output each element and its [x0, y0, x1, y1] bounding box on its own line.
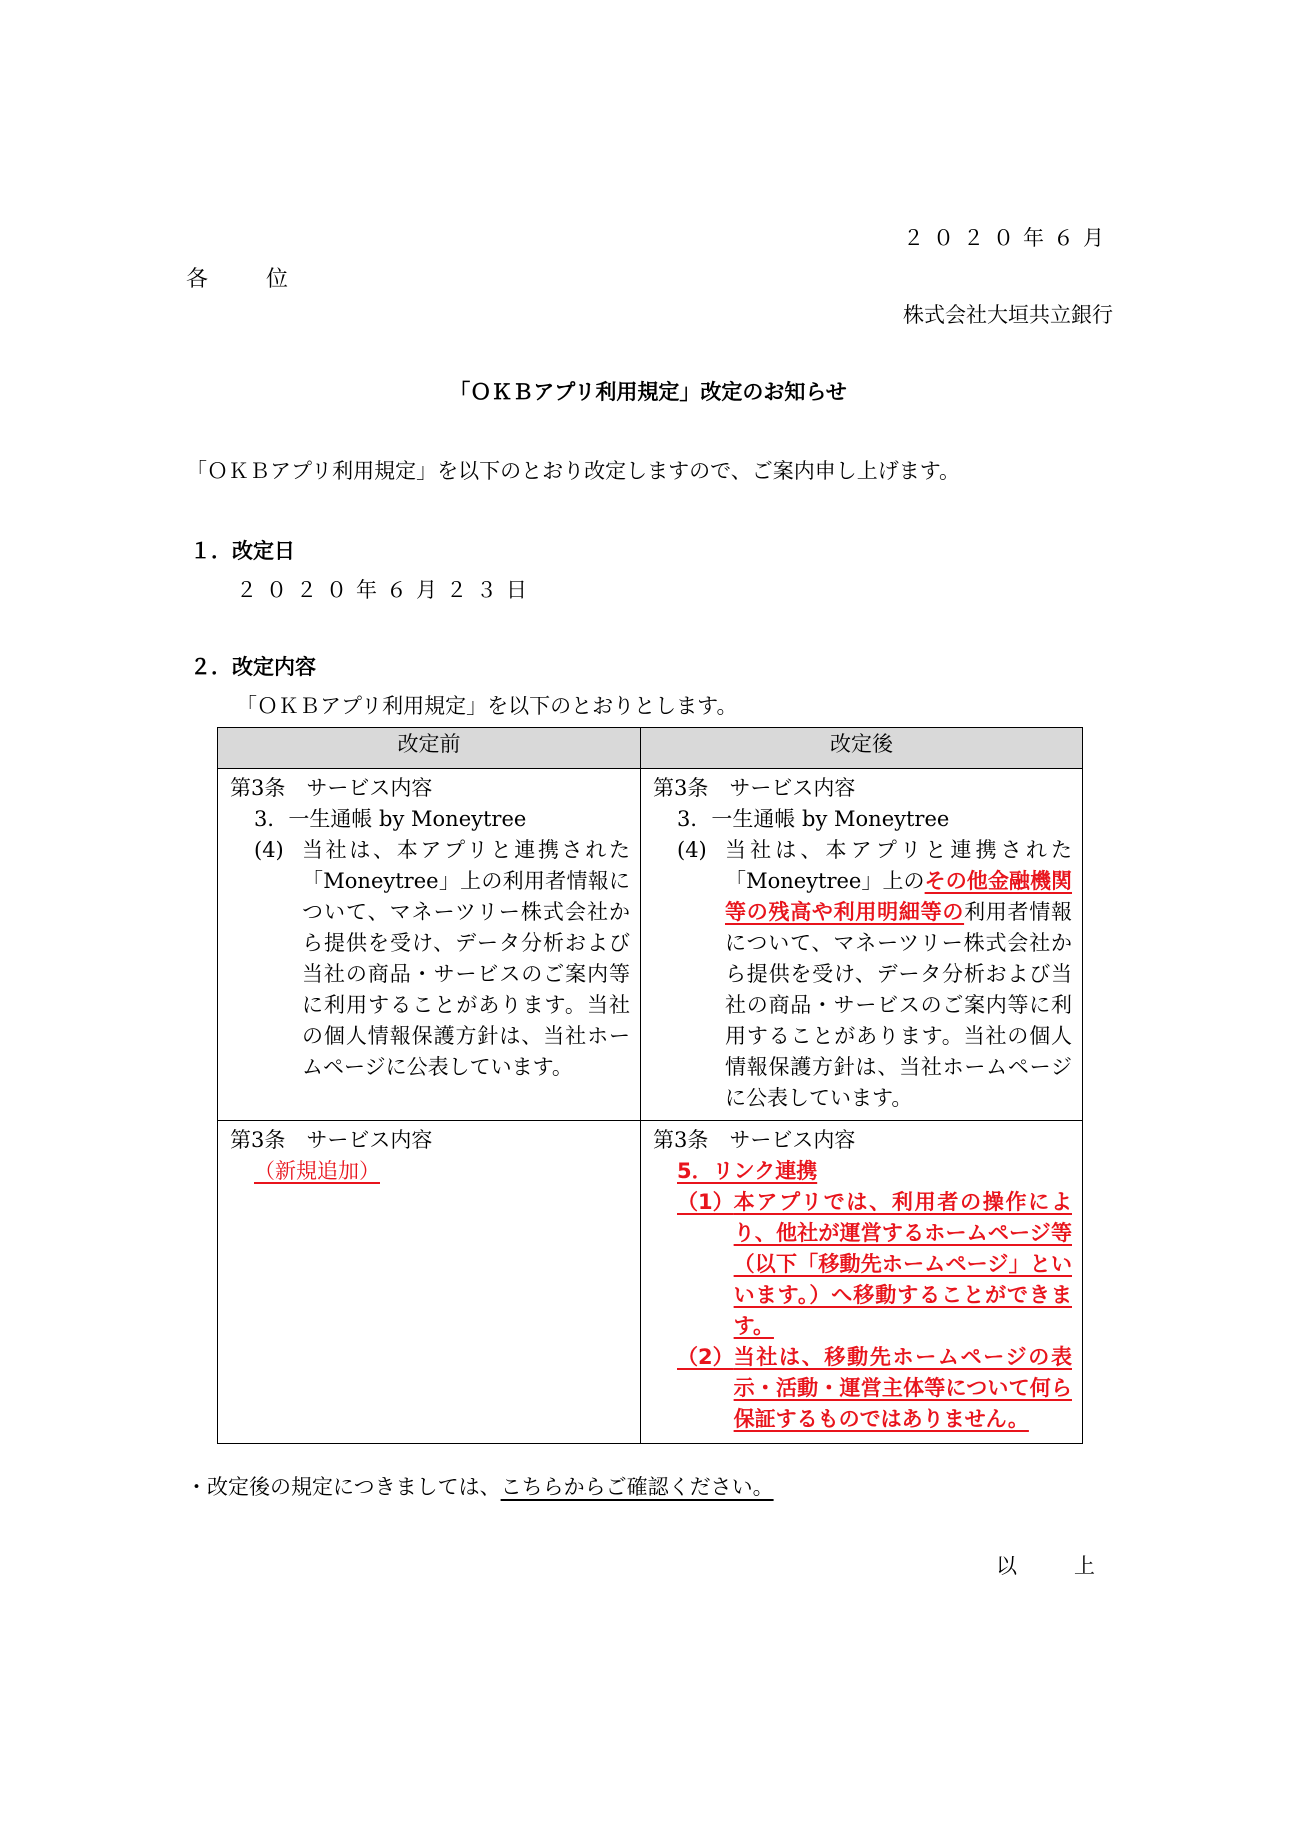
sub-item-number: (4): [677, 838, 707, 862]
section1-heading: １．改定日: [190, 539, 295, 563]
table-row: [218, 1121, 1083, 1444]
sub-item-number: (4): [254, 838, 284, 862]
sub-item: [653, 1187, 1072, 1342]
added-text: その他金融機関等の残高や利用明細等の: [725, 869, 1073, 924]
sub-item-text: 当社は、移動先ホームページの表示・活動・運営主体等について何ら保証するものではありません。: [733, 1345, 1072, 1431]
table-header-row: [218, 728, 1083, 769]
confirm-link[interactable]: こちらからご確認ください。: [500, 1475, 774, 1499]
note: [186, 1471, 774, 1501]
sub-item-text: 本アプリでは、利用者の操作により、他社が運営するホームページ等（以下「移動先ホームページ」といいます。）へ移動することができます。: [733, 1190, 1072, 1338]
revision-date: ２０２０年６月２３日: [236, 578, 536, 602]
section2-lead: 「ＯＫＢアプリ利用規定」を以下のとおりとします。: [236, 694, 738, 718]
article-label: 第3条 サービス内容: [653, 776, 856, 800]
revision-table: [217, 727, 1083, 1444]
sub-item-text: [725, 835, 1072, 1114]
closing-mark: 以 上: [996, 1554, 1113, 1578]
cell-before-1: [218, 769, 641, 1121]
sub-item-number: （2）: [677, 1345, 734, 1369]
item-label: 5．リンク連携: [677, 1159, 818, 1183]
document-title: 「ＯＫＢアプリ利用規定」改定のお知らせ: [449, 380, 847, 404]
new-addition-label: （新規追加）: [254, 1159, 380, 1183]
article-label: 第3条 サービス内容: [230, 1128, 433, 1152]
sub-item-number: （1）: [677, 1190, 734, 1214]
sub-item-text: 当社は、本アプリと連携された「Moneytree」上の利用者情報について、マネーツリー株式会社から提供を受け、データ分析および当社の商品・サービスのご案内等に利用することがあります。当社の個人情報保護方針は、当社ホームページに公表しています。: [302, 838, 630, 1079]
addressee: 各 位: [186, 267, 307, 292]
article-label: 第3条 サービス内容: [230, 776, 433, 800]
item-label: 3．一生通帳 by Moneytree: [254, 807, 527, 831]
item-label: 3．一生通帳 by Moneytree: [677, 807, 950, 831]
intro-text: 「ＯＫＢアプリ利用規定」を以下のとおり改定しますので、ご案内申し上げます。: [186, 459, 961, 483]
document-date: ２０２０年６月: [903, 226, 1113, 250]
cell-after-1: [641, 769, 1083, 1121]
sender-name: 株式会社大垣共立銀行: [903, 303, 1113, 327]
section2-heading: ２．改定内容: [190, 655, 316, 679]
cell-before-2: [218, 1121, 641, 1444]
sub-item: [230, 835, 630, 1083]
sub-item: [653, 1342, 1072, 1435]
sub-item-text-b: 利用者情報について、マネーツリー株式会社から提供を受け、データ分析および当社の商品・サービスのご案内等に利用することがあります。当社の個人情報保護方針は、当社ホームページに公表しています。: [725, 900, 1073, 1110]
header-before: 改定前: [218, 728, 641, 769]
article-label: 第3条 サービス内容: [653, 1128, 856, 1152]
cell-after-2: [641, 1121, 1083, 1444]
sub-item-text-a: 当社は、本アプリと連携された「Moneytree」上の: [725, 838, 1072, 893]
table-row: [218, 769, 1083, 1121]
note-prefix: ・改定後の規定につきましては、: [186, 1475, 501, 1499]
sub-item: [653, 835, 1072, 1114]
header-after: 改定後: [641, 728, 1083, 769]
